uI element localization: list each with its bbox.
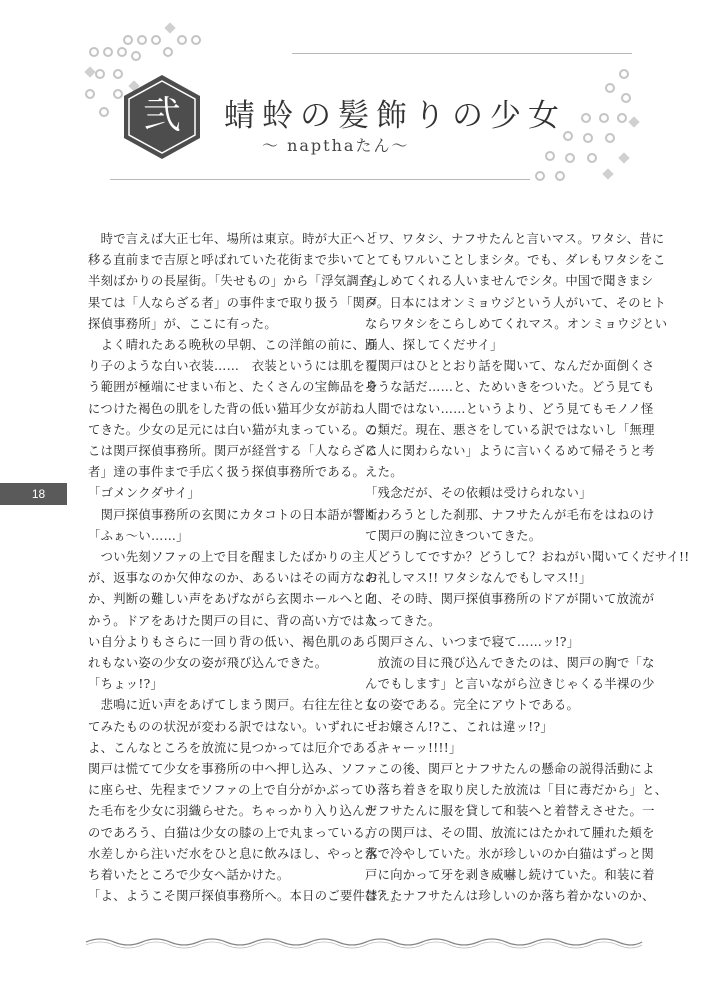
body-column-right: [365, 229, 690, 908]
left-column-line: 「ちょッ!?」: [88, 677, 164, 692]
right-column-line: の類だ。現在、悪さをしている訳ではないし「無理: [365, 422, 655, 437]
left-column-line: 「ふぁ〜い……」: [88, 528, 189, 543]
left-column-line: かう。ドアをあけた関戸の目に、背の高い方ではな: [88, 613, 378, 628]
left-column-line: 関戸は慌てて少女を事務所の中へ押し込み、ソファ: [88, 762, 379, 777]
right-column-line: らしめてくれる人いませんでシタ。中国で聞きまシ: [365, 274, 654, 289]
left-column-line: 探偵事務所」が、ここに有った。: [88, 316, 277, 331]
left-column-line: 半刻ばかりの長屋街。「失せもの」から「浮気調査」、: [88, 274, 391, 289]
left-column-line: 果ては「人ならざる者」の事件まで取り扱う「関戸: [88, 295, 378, 310]
right-column-line: に人に関わらない」ように言いくるめて帰そうと考: [365, 444, 655, 459]
right-column-line: り落ち着きを取り戻した放流は「目に毒だから」と、: [365, 783, 668, 798]
left-column-line: が、返事なのか欠伸なのか、あるいはその両方なの: [88, 571, 378, 586]
right-column-line: 関戸はひととおり話を聞いて、なんだか面倒くさ: [365, 359, 655, 374]
chapter-badge-label: 弐: [142, 93, 181, 137]
right-column-line: う人、探してくだサイ」: [365, 338, 503, 353]
left-column-line: てきた。少女の足元には白い猫が丸まっている。こ: [88, 422, 378, 437]
left-column-line: れもない姿の少女の姿が飛び込んできた。: [88, 656, 328, 671]
left-column-line: 移る直前まで吉原と呼ばれていた花街まで歩いて: [88, 253, 366, 268]
right-column-line: 放流の目に飛び込んできたのは、関戸の胸で「な: [365, 656, 655, 671]
right-column-line: この後、関戸とナフサたんの懸命の説得活動によ: [365, 762, 655, 777]
footer-wave-rule: [86, 935, 642, 949]
right-column-line: んでもします」と言いながら泣きじゃくる半裸の少: [365, 677, 655, 692]
left-column-line: た毛布を少女に羽織らせた。ちゃっかり入り込んだ: [88, 804, 378, 819]
page-number-tab: [0, 483, 67, 505]
right-column-line: 「ワ、ワタシ、ナフサたんと言いマス。ワタシ、昔に: [365, 232, 665, 246]
right-column-line: 入ってきた。: [365, 613, 441, 628]
right-column-line: 「どうしてですか？どうして？おねがい聞いてくだサイ!!: [365, 550, 690, 565]
left-column-line: 悲鳴に近い声をあげてしまう関戸。右往左往とし: [88, 698, 378, 713]
left-column-line: よ、こんなところを放流に見つかっては厄介である。: [88, 740, 391, 755]
right-column-line: 替えたナフサたんは珍しいのか落ち着かないのか、: [365, 889, 655, 904]
left-column-line: い自分よりもさらに一回り背の低い、褐色肌のあら: [88, 634, 378, 649]
chapter-title: 蜻蛉の髪飾りの少女: [224, 98, 566, 134]
right-column-line: 「関戸さん、いつまで寝て……ッ!?」: [365, 634, 580, 649]
right-column-line: 「残念だが、その依頼は受けられない」: [365, 486, 592, 501]
left-column-line: 「ゴメンクダサイ」: [88, 486, 201, 501]
right-column-line: 断わろうとした刹那、ナフサたんが毛布をはねのけ: [365, 507, 655, 522]
right-column-line: 戸に向かって牙を剥き威嚇し続けていた。和装に着: [365, 868, 655, 883]
right-column-line: 方の関戸は、その間、放流にはたかれて腫れた頬を: [365, 825, 655, 840]
left-column-line: り子のような白い衣装…… 衣装というには肌を覆: [88, 359, 378, 374]
left-column-line: よく晴れたある晩秋の早朝、この洋館の前に、踊: [88, 338, 378, 353]
left-column-line: てみたものの状況が変わる訳ではない。いずれにせ: [88, 719, 378, 734]
left-column-line: つい先刻ソファの上で目を醒ましたばかりの主人: [88, 550, 378, 565]
left-column-line: 水差しから注いだ水をひと息に飲みほし、やっと落: [88, 846, 378, 861]
chapter-subtitle: ～ napthaたん～: [262, 136, 410, 155]
right-column-line: えた。: [365, 465, 403, 480]
left-column-line: う範囲が極端にせまい布と、たくさんの宝飾品を身: [88, 380, 378, 395]
right-column-line: お礼しマス!! ワタシなんでもしマス!!」: [365, 571, 592, 586]
left-column-line: に座らせ、先程までソファの上で自分がかぶってい: [88, 783, 377, 798]
left-column-line: 関戸探偵事務所の玄関にカタコトの日本語が響く。: [88, 507, 391, 522]
right-column-line: とてもワルいことしまシタ。でも、ダレもワタシをこ: [365, 253, 666, 268]
right-column-line: タ。日本にはオンミョウジという人がいて、そのヒト: [365, 295, 667, 310]
right-column-line: ならワタシをこらしめてくれマス。オンミョウジとい: [365, 316, 668, 331]
left-column-line: こは関戸探偵事務所。関戸が経営する「人ならざる: [88, 444, 378, 459]
left-column-line: ち着いたところで少女へ話かけた。: [88, 868, 290, 883]
right-column-line: 「お嬢さん!?こ、これは違ッ!?」: [365, 719, 554, 734]
right-column-line: 「キャーッ!!!!」: [365, 740, 462, 755]
right-column-line: 氷で冷やしていた。氷が珍しいのか白猫はずっと関: [365, 846, 654, 861]
left-column-line: 者」達の事件まで手広く扱う探偵事務所である。: [88, 465, 366, 480]
right-column-line: 女の姿である。完全にアウトである。: [365, 698, 580, 713]
header-rule-bottom: [110, 179, 530, 180]
right-column-line: そうな話だ……と、ためいきをついた。どう見ても: [365, 380, 655, 395]
right-column-line: て関戸の胸に泣きついてきた。: [365, 528, 542, 543]
left-column-line: か、判断の難しい声をあげながら玄関ホールへと向: [88, 592, 378, 607]
right-column-line: 人間ではない……というより、どう見てもモノノ怪: [365, 401, 654, 416]
left-column-line: 「よ、ようこそ関戸探偵事務所へ。本日のご要件は？」: [88, 889, 403, 904]
header-rule-top: [292, 53, 632, 54]
left-column-line: 時で言えば大正七年、場所は東京。時が大正へと: [88, 232, 378, 246]
right-column-line: と、その時、関戸探偵事務所のドアが開いて放流が: [365, 592, 655, 607]
left-column-line: のであろう、白猫は少女の膝の上で丸まっている。: [88, 825, 378, 840]
right-column-line: ナフサたんに服を貸して和装へと着替えさせた。一: [365, 804, 655, 819]
page-number: 18: [31, 487, 46, 501]
left-column-line: につけた褐色の肌をした背の低い猫耳少女が訪ね: [88, 401, 365, 416]
